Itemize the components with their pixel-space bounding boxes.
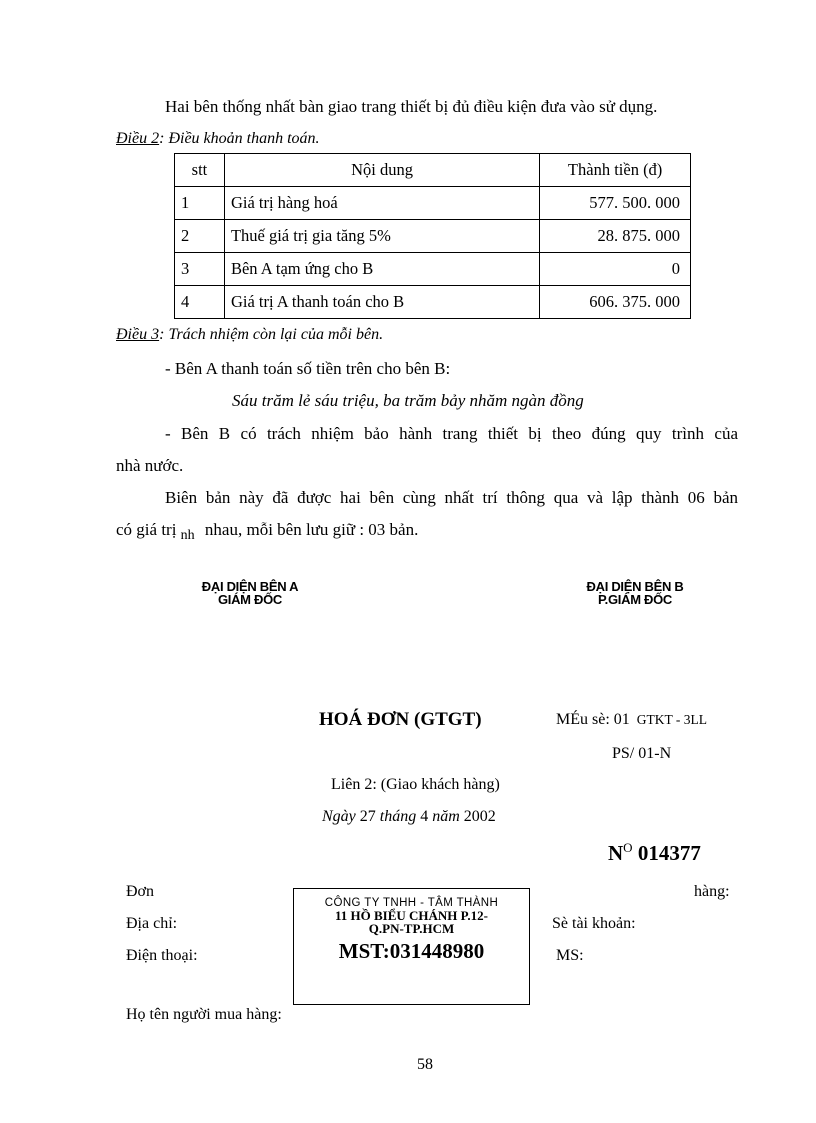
number-prefix: N xyxy=(608,841,624,865)
paragraph-handover: Hai bên thống nhất bàn giao trang thiết bị đủ điều kiện đưa vào sử dụng. xyxy=(165,97,658,116)
invoice-title: HOÁ ĐƠN (GTGT) xyxy=(319,709,482,730)
date-year: 2002 xyxy=(463,808,496,825)
date-thang: tháng xyxy=(379,808,417,825)
row-stt: 1 xyxy=(175,187,225,220)
signature-b-role: P.GIÁM ĐỐC xyxy=(597,592,673,607)
number-sup: O xyxy=(623,840,633,855)
table-row xyxy=(175,286,691,319)
invoice-date xyxy=(322,808,496,826)
minutes-text-b: nh xyxy=(180,528,195,543)
stamp-address-line2: Q.PN-TP.HCM xyxy=(368,921,455,936)
date-day: 27 xyxy=(359,808,376,825)
signature-a-role: GIÁM ĐỐC xyxy=(217,592,283,607)
paragraph-a-pays: - Bên A thanh toán số tiền trên cho bên B: xyxy=(165,359,451,378)
row-amount: 577. 500. 000 xyxy=(540,187,691,220)
date-nam: năm xyxy=(432,808,460,825)
row-amount: 0 xyxy=(540,253,691,286)
signature-party-a xyxy=(183,580,317,606)
field-account: Sè tài khoản: xyxy=(552,915,636,932)
row-amount: 606. 375. 000 xyxy=(540,286,691,319)
invoice-form-number xyxy=(556,711,707,729)
date-month: 4 xyxy=(420,808,429,825)
paragraph-b-warranty-line1: - Bên B có trách nhiệm bảo hành trang thiết bị theo đúng quy trình của xyxy=(165,424,738,443)
row-stt: 4 xyxy=(175,286,225,319)
table-row xyxy=(175,220,691,253)
form-prefix: MÉu sè: 01 xyxy=(556,711,630,728)
row-content: Bên A tạm ứng cho B xyxy=(224,253,539,286)
row-content: Thuế giá trị gia tăng 5% xyxy=(224,220,539,253)
field-don: Đơn xyxy=(126,883,155,900)
amount-in-words: Sáu trăm lẻ sáu triệu, ba trăm bảy nhăm ngàn đồng xyxy=(232,391,584,410)
header-content: Nội dung xyxy=(224,154,539,187)
field-ms: MS: xyxy=(556,947,584,964)
row-content: Giá trị hàng hoá xyxy=(224,187,539,220)
table-row xyxy=(175,253,691,286)
row-stt: 2 xyxy=(175,220,225,253)
row-stt: 3 xyxy=(175,253,225,286)
paragraph-minutes-line2 xyxy=(116,520,419,543)
invoice-copy: Liên 2: (Giao khách hàng) xyxy=(331,776,500,793)
article-2-heading xyxy=(116,130,320,148)
field-address: Địa chỉ: xyxy=(126,915,178,932)
row-amount: 28. 875. 000 xyxy=(540,220,691,253)
article-2-text: : Điều khoản thanh toán. xyxy=(159,130,320,147)
company-stamp xyxy=(293,888,530,1005)
invoice-number xyxy=(608,840,701,866)
stamp-address-line1: 11 HỒ BIỂU CHÁNH P.12- xyxy=(334,908,488,923)
signature-a-title: ĐẠI DIỆN BÊN A xyxy=(201,579,299,594)
signature-b-title: ĐẠI DIỆN BÊN B xyxy=(586,579,684,594)
paragraph-minutes-line1: Biên bản này đã được hai bên cùng nhất trí thông qua và lập thành 06 bản xyxy=(165,488,738,507)
field-hang: hàng: xyxy=(694,883,730,900)
invoice-series: PS/ 01-N xyxy=(612,745,672,762)
article-3-label: Điều 3 xyxy=(116,326,160,343)
signature-party-b xyxy=(566,580,704,606)
minutes-text-c: nhau, mỗi bên lưu giữ : 03 bản. xyxy=(204,520,419,539)
article-3-heading xyxy=(116,326,383,344)
minutes-text-a: có giá trị xyxy=(116,520,177,539)
form-code: GTKT - 3LL xyxy=(636,712,708,727)
date-ngay: Ngày xyxy=(322,808,356,825)
stamp-company-name: CÔNG TY TNHH - TÂM THÀNH xyxy=(324,897,499,909)
field-buyer: Họ tên người mua hàng: xyxy=(126,1006,282,1023)
header-amount: Thành tiền (đ) xyxy=(540,154,691,187)
row-content: Giá trị A thanh toán cho B xyxy=(224,286,539,319)
header-stt: stt xyxy=(175,154,225,187)
table-header-row xyxy=(175,154,691,187)
number-value: 014377 xyxy=(637,841,701,865)
table-row xyxy=(175,187,691,220)
stamp-tax-code: MST:031448980 xyxy=(338,939,485,963)
field-phone: Điện thoại: xyxy=(126,947,198,964)
payment-table xyxy=(174,153,691,319)
page-number: 58 xyxy=(417,1056,433,1073)
paragraph-b-warranty-line2: nhà nước. xyxy=(116,456,184,475)
article-3-text: : Trách nhiệm còn lại của mỗi bên. xyxy=(159,326,384,343)
article-2-label: Điều 2 xyxy=(116,130,160,147)
